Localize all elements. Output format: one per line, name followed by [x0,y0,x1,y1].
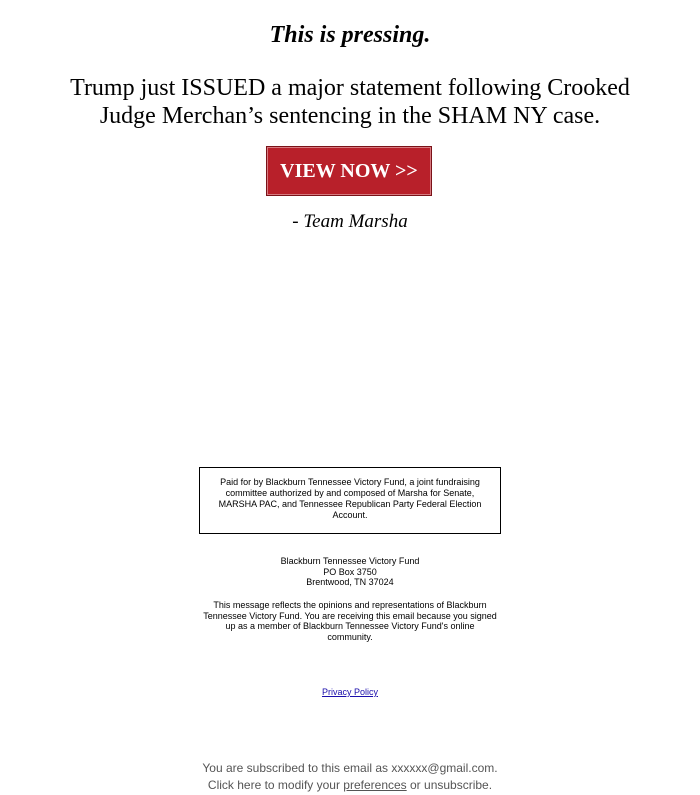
modify-suffix: . [488,778,493,792]
subscription-notice [0,760,700,794]
email-headline: This is pressing. [269,22,431,48]
email-signoff: - Team Marsha [292,211,408,232]
preferences-link[interactable]: preferences [343,778,407,792]
modify-middle: or [406,778,425,792]
privacy-policy-link[interactable]: Privacy Policy [321,687,378,697]
unsubscribe-link[interactable]: unsubscribe [424,778,489,792]
subscriber-email: xxxxxx@gmail.com [391,761,495,775]
paid-for-disclaimer-box [199,467,501,534]
mailing-address [0,556,700,588]
paid-for-disclaimer-text: Paid for by Blackburn Tennessee Victory Fund, a joint fundraising committee authorized by and composed of Marsha for Senate, MARSHA PAC, and Tennessee Republican Party Federal Election Account. [218,477,482,520]
subscribed-as-prefix: You are subscribed to this email as [202,761,392,775]
address-name: Blackburn Tennessee Victory Fund [280,556,420,566]
address-city: Brentwood, TN 37024 [306,577,394,587]
modify-prefix: Click here to modify your [207,778,344,792]
modify-subscription-line [0,777,700,794]
email-body-text: Trump just ISSUED a major statement following Crooked Judge Merchan’s sentencing in the SHAM NY case. [70,75,630,129]
opinion-notice: This message reflects the opinions and representations of Blackburn Tennessee Victory Fund. You are receiving this email because you signed up as a member of Blackburn Tennessee Victory Fund's online community. [203,600,497,642]
address-po-box: PO Box 3750 [323,566,377,577]
privacy-section [0,687,700,698]
subscribed-as-line [0,760,700,777]
view-now-button[interactable]: VIEW NOW >> [266,146,432,196]
subscribed-as-suffix: . [494,761,498,775]
